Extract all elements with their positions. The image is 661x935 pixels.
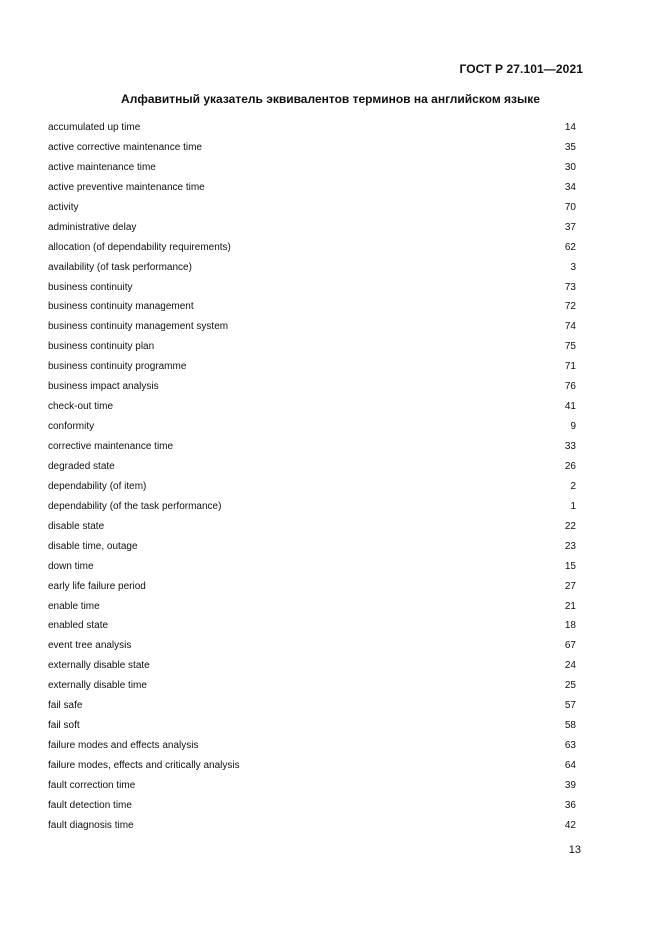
index-entry [48, 537, 576, 557]
index-term: externally disable state [48, 660, 150, 672]
index-term: business continuity plan [48, 341, 155, 353]
index-term-number: 26 [564, 460, 576, 472]
index-term-number: 75 [564, 341, 576, 353]
index-term-number: 24 [564, 660, 576, 672]
index-entry [48, 776, 576, 796]
index-term: active maintenance time [48, 161, 156, 173]
index-entry [48, 118, 576, 138]
index-entry [48, 178, 576, 198]
index-entry [48, 437, 576, 457]
index-term: degraded state [48, 460, 115, 472]
index-entry [48, 477, 576, 497]
index-entry [48, 377, 576, 397]
index-term: administrative delay [48, 221, 137, 233]
index-entry [48, 736, 576, 756]
index-term-number: 18 [564, 620, 576, 632]
index-term-number: 27 [564, 580, 576, 592]
index-term: fault diagnosis time [48, 819, 134, 831]
index-term-number: 9 [570, 421, 576, 433]
index-term-number: 15 [564, 560, 576, 572]
index-entry [48, 397, 576, 417]
index-entry [48, 696, 576, 716]
index-term: business impact analysis [48, 381, 159, 393]
index-entry [48, 616, 576, 636]
index-entry [48, 297, 576, 317]
index-entry [48, 138, 576, 158]
index-term-number: 39 [564, 779, 576, 791]
index-term: check-out time [48, 401, 114, 413]
index-term: business continuity [48, 281, 133, 293]
index-term-number: 35 [564, 141, 576, 153]
index-term-number: 74 [564, 321, 576, 333]
index-term: activity [48, 201, 79, 213]
index-entry [48, 517, 576, 537]
index-term-number: 76 [564, 381, 576, 393]
index-term-number: 30 [564, 161, 576, 173]
index-entry [48, 278, 576, 298]
index-term-number: 22 [564, 520, 576, 532]
index-entry [48, 198, 576, 218]
index-term-number: 67 [564, 640, 576, 652]
index-entry [48, 676, 576, 696]
document-code: ГОСТ Р 27.101—2021 [459, 62, 583, 76]
index-term-number: 73 [564, 281, 576, 293]
term-index-list [48, 118, 576, 836]
index-term: enabled state [48, 620, 109, 632]
index-term-number: 34 [564, 181, 576, 193]
page-number: 13 [568, 844, 581, 856]
index-entry [48, 158, 576, 178]
index-term: business continuity management [48, 301, 194, 313]
index-term-number: 41 [564, 401, 576, 413]
index-term-number: 58 [564, 720, 576, 732]
index-term: fault detection time [48, 799, 132, 811]
index-title: Алфавитный указатель эквивалентов терминов на английском языке [121, 92, 540, 106]
index-term: event tree analysis [48, 640, 132, 652]
index-entry [48, 557, 576, 577]
index-term-number: 37 [564, 221, 576, 233]
index-entry [48, 716, 576, 736]
index-term: active preventive maintenance time [48, 181, 205, 193]
index-term-number: 63 [564, 740, 576, 752]
index-entry [48, 656, 576, 676]
index-term-number: 23 [564, 540, 576, 552]
index-term: fail safe [48, 700, 83, 712]
index-entry [48, 756, 576, 776]
index-term-number: 3 [570, 261, 576, 273]
index-term: conformity [48, 421, 95, 433]
index-entry [48, 597, 576, 617]
index-term-number: 70 [564, 201, 576, 213]
index-term: fault correction time [48, 779, 136, 791]
index-entry [48, 497, 576, 517]
index-term-number: 42 [564, 819, 576, 831]
index-entry [48, 636, 576, 656]
index-term: externally disable time [48, 680, 147, 692]
index-term: failure modes and effects analysis [48, 740, 199, 752]
index-term: enable time [48, 600, 100, 612]
index-term-number: 2 [570, 480, 576, 492]
index-term: corrective maintenance time [48, 441, 174, 452]
index-term-number: 57 [564, 700, 576, 712]
index-term: down time [48, 560, 94, 572]
index-term: disable time, outage [48, 540, 138, 552]
index-entry [48, 816, 576, 836]
index-term-number: 72 [564, 301, 576, 313]
index-entry [48, 258, 576, 278]
index-entry [48, 337, 576, 357]
index-term-number: 71 [564, 361, 576, 373]
index-term: failure modes, effects and critically analysis [48, 760, 240, 771]
index-term: business continuity management system [48, 321, 229, 333]
index-term-number: 62 [564, 241, 576, 253]
index-entry [48, 796, 576, 816]
index-term: business continuity programme [48, 361, 187, 373]
index-entry [48, 417, 576, 437]
index-entry [48, 577, 576, 597]
index-entry [48, 218, 576, 238]
index-term-number: 25 [564, 680, 576, 692]
index-entry [48, 457, 576, 477]
index-term: allocation (of dependability requirements) [48, 241, 231, 253]
index-term: active corrective maintenance time [48, 141, 202, 153]
index-term-number: 64 [564, 760, 576, 771]
index-entry [48, 317, 576, 337]
index-entry [48, 357, 576, 377]
index-term: availability (of task performance) [48, 261, 192, 273]
index-entry [48, 238, 576, 258]
index-term-number: 14 [564, 122, 576, 133]
index-term-number: 33 [564, 441, 576, 452]
index-term: fail soft [48, 720, 80, 732]
index-term: accumulated up time [48, 122, 141, 133]
index-term-number: 36 [564, 799, 576, 811]
index-term-number: 1 [570, 500, 576, 512]
index-term-number: 21 [564, 600, 576, 612]
index-term: dependability (of the task performance) [48, 500, 222, 512]
index-term: early life failure period [48, 580, 146, 592]
index-term: disable state [48, 520, 105, 532]
index-term: dependability (of item) [48, 480, 147, 492]
